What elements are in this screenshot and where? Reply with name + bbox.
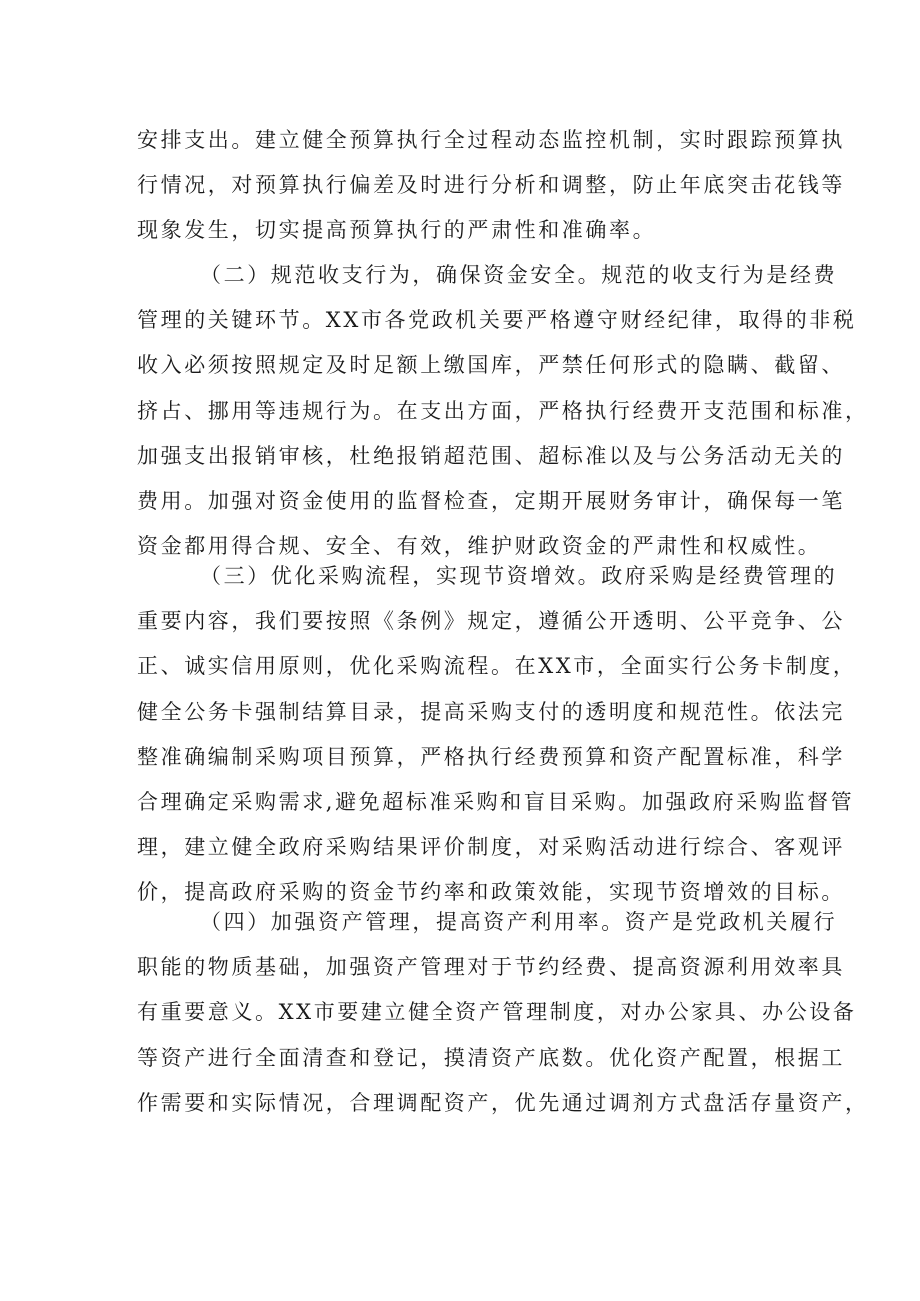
paragraph-line: 价，提高政府采购的资金节约率和政策效能，实现节资增效的目标。	[137, 880, 845, 905]
paragraph-line: 有重要意义。XX市要建立健全资产管理制度，对办公家具、办公设备	[137, 1000, 857, 1025]
paragraph-line: 收入必须按照规定及时足额上缴国库，严禁任何形式的隐瞒、截留、	[137, 353, 845, 378]
paragraph-line: 健全公务卡强制结算目录，提高采购支付的透明度和规范性。依法完	[137, 699, 845, 724]
paragraph-line: 加强支出报销审核，杜绝报销超范围、超标准以及与公务活动无关的	[137, 443, 845, 468]
paragraph-line: 等资产进行全面清查和登记，摸清资产底数。优化资产配置，根据工	[137, 1045, 845, 1070]
paragraph-line: （三）优化采购流程，实现节资增效。政府采购是经费管理的	[200, 564, 838, 588]
paragraph-line: 合理确定采购需求,避免超标准采购和盲目采购。加强政府采购监督管	[137, 789, 855, 814]
paragraph-line: 作需要和实际情况，合理调配资产，优先通过调剂方式盘活存量资产，	[137, 1090, 869, 1115]
paragraph-line: 整准确编制采购项目预算，严格执行经费预算和资产配置标准，科学	[137, 744, 845, 769]
paragraph-line: （四）加强资产管理，提高资产利用率。资产是党政机关履行	[200, 910, 838, 934]
paragraph-line: （二）规范收支行为，确保资金安全。规范的收支行为是经费	[200, 263, 838, 287]
paragraph-line: 职能的物质基础，加强资产管理对于节约经费、提高资源利用效率具	[137, 955, 845, 980]
paragraph-line: 现象发生，切实提高预算执行的严肃性和准确率。	[137, 218, 657, 243]
paragraph-line: 安排支出。建立健全预算执行全过程动态监控机制，实时跟踪预算执	[137, 128, 845, 152]
paragraph-line: 理，建立健全政府采购结果评价制度，对采购活动进行综合、客观评	[137, 835, 845, 860]
paragraph-line: 挤占、挪用等违规行为。在支出方面，严格执行经费开支范围和标准，	[137, 398, 869, 423]
paragraph-optimize-procurement	[137, 554, 857, 916]
paragraph-line: 费用。加强对资金使用的监督检查，定期开展财务审计，确保每一笔	[137, 488, 845, 513]
paragraph-regulate-income-expenditure	[137, 253, 869, 569]
paragraph-line: 资金都用得合规、安全、有效，维护财政资金的严肃性和权威性。	[137, 534, 822, 559]
paragraph-budget-execution	[137, 118, 845, 254]
paragraph-line: 管理的关键环节。XX市各党政机关要严格遵守财经纪律，取得的非税	[137, 308, 857, 333]
paragraph-line: 正、诚实信用原则，优化采购流程。在XX市，全面实行公务卡制度，	[137, 654, 857, 679]
paragraph-line: 重要内容，我们要按照《条例》规定，遵循公开透明、公平竞争、公	[137, 609, 845, 634]
paragraph-line: 行情况，对预算执行偏差及时进行分析和调整，防止年底突击花钱等	[137, 173, 845, 198]
paragraph-asset-management	[137, 900, 869, 1126]
